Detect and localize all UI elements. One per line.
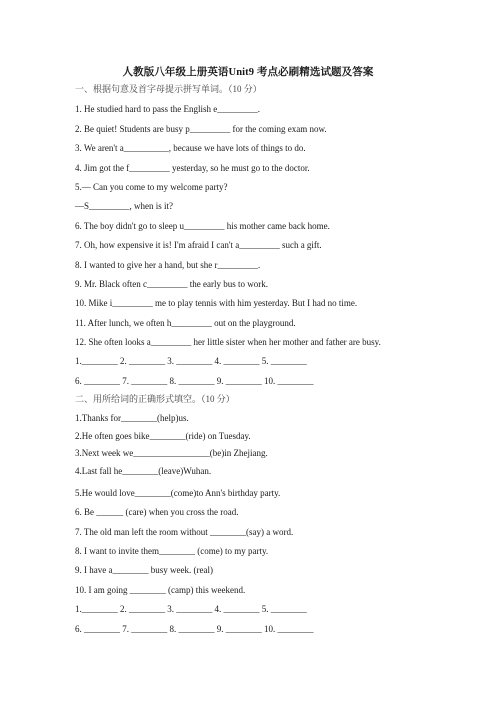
question-1-2: 2. Be quiet! Students are busy p_________ for the coming exam now. <box>75 124 327 134</box>
question-1-5: 5.— Can you come to my welcome party? <box>75 182 228 192</box>
question-1-10: 10. Mike i_________ me to play tennis with him yesterday. But I had no time. <box>75 298 358 308</box>
question-2-8: 8. I want to invite them________ (come) to my party. <box>75 546 269 556</box>
answer-row-2-a: 1.________ 2. ________ 3. ________ 4. ________ 5. ________ <box>75 604 307 614</box>
question-2-10: 10. I am going ________ (camp) this weekend. <box>75 585 246 595</box>
question-1-6: 6. The boy didn't go to sleep u_________ his mother came back home. <box>75 221 330 231</box>
question-1-1: 1. He studied hard to pass the English e_________. <box>75 104 260 114</box>
answer-row-2-b: 6. ________ 7. ________ 8. ________ 9. ________ 10. ________ <box>75 624 314 634</box>
question-2-5: 5.He would love________(come)to Ann's birthday party. <box>75 488 281 498</box>
question-2-7: 7. The old man left the room without ________(say) a word. <box>75 527 294 537</box>
section-heading-1: 一、根据句意及首字母提示拼写单词。（10 分） <box>75 84 262 94</box>
question-1-4: 4. Jim got the f_________ yesterday, so he must go to the doctor. <box>75 163 310 173</box>
document-title: 人教版八年级上册英语Unit9 考点必刷精选试题及答案 <box>122 67 374 78</box>
question-2-9: 9. I have a________ busy week. (real) <box>75 565 213 575</box>
answer-row-1-b: 6. ________ 7. ________ 8. ________ 9. ________ 10. ________ <box>75 376 314 386</box>
question-1-12: 12. She often looks a_________ her little sister when her mother and father are busy. <box>75 337 381 347</box>
question-1-8: 8. I wanted to give her a hand, but she r_________. <box>75 260 261 270</box>
question-1-3: 3. We aren't a__________, because we have lots of things to do. <box>75 143 306 153</box>
answer-row-1-a: 1.________ 2. ________ 3. ________ 4. ________ 5. ________ <box>75 356 307 366</box>
question-2-3: 3.Next week we_________________(be)in Zhejiang. <box>75 448 268 458</box>
question-2-2: 2.He often goes bike________(ride) on Tuesday. <box>75 431 251 441</box>
question-2-1: 1.Thanks for________(help)us. <box>75 413 189 423</box>
section-heading-2: 二、用所给词的正确形式填空。（10 分） <box>75 394 235 404</box>
question-2-6: 6. Be ______ (care) when you cross the road. <box>75 507 239 517</box>
question-1-9: 9. Mr. Black often c_________ the early bus to work. <box>75 279 268 289</box>
question-1-7: 7. Oh, how expensive it is! I'm afraid I can't a_________ such a gift. <box>75 240 322 250</box>
question-1-5-reply: —S_________, when is it? <box>75 201 173 211</box>
question-1-11: 11. After lunch, we often h_________ out on the playground. <box>75 318 296 328</box>
question-2-4: 4.Last fall he________(leave)Wuhan. <box>75 466 212 476</box>
